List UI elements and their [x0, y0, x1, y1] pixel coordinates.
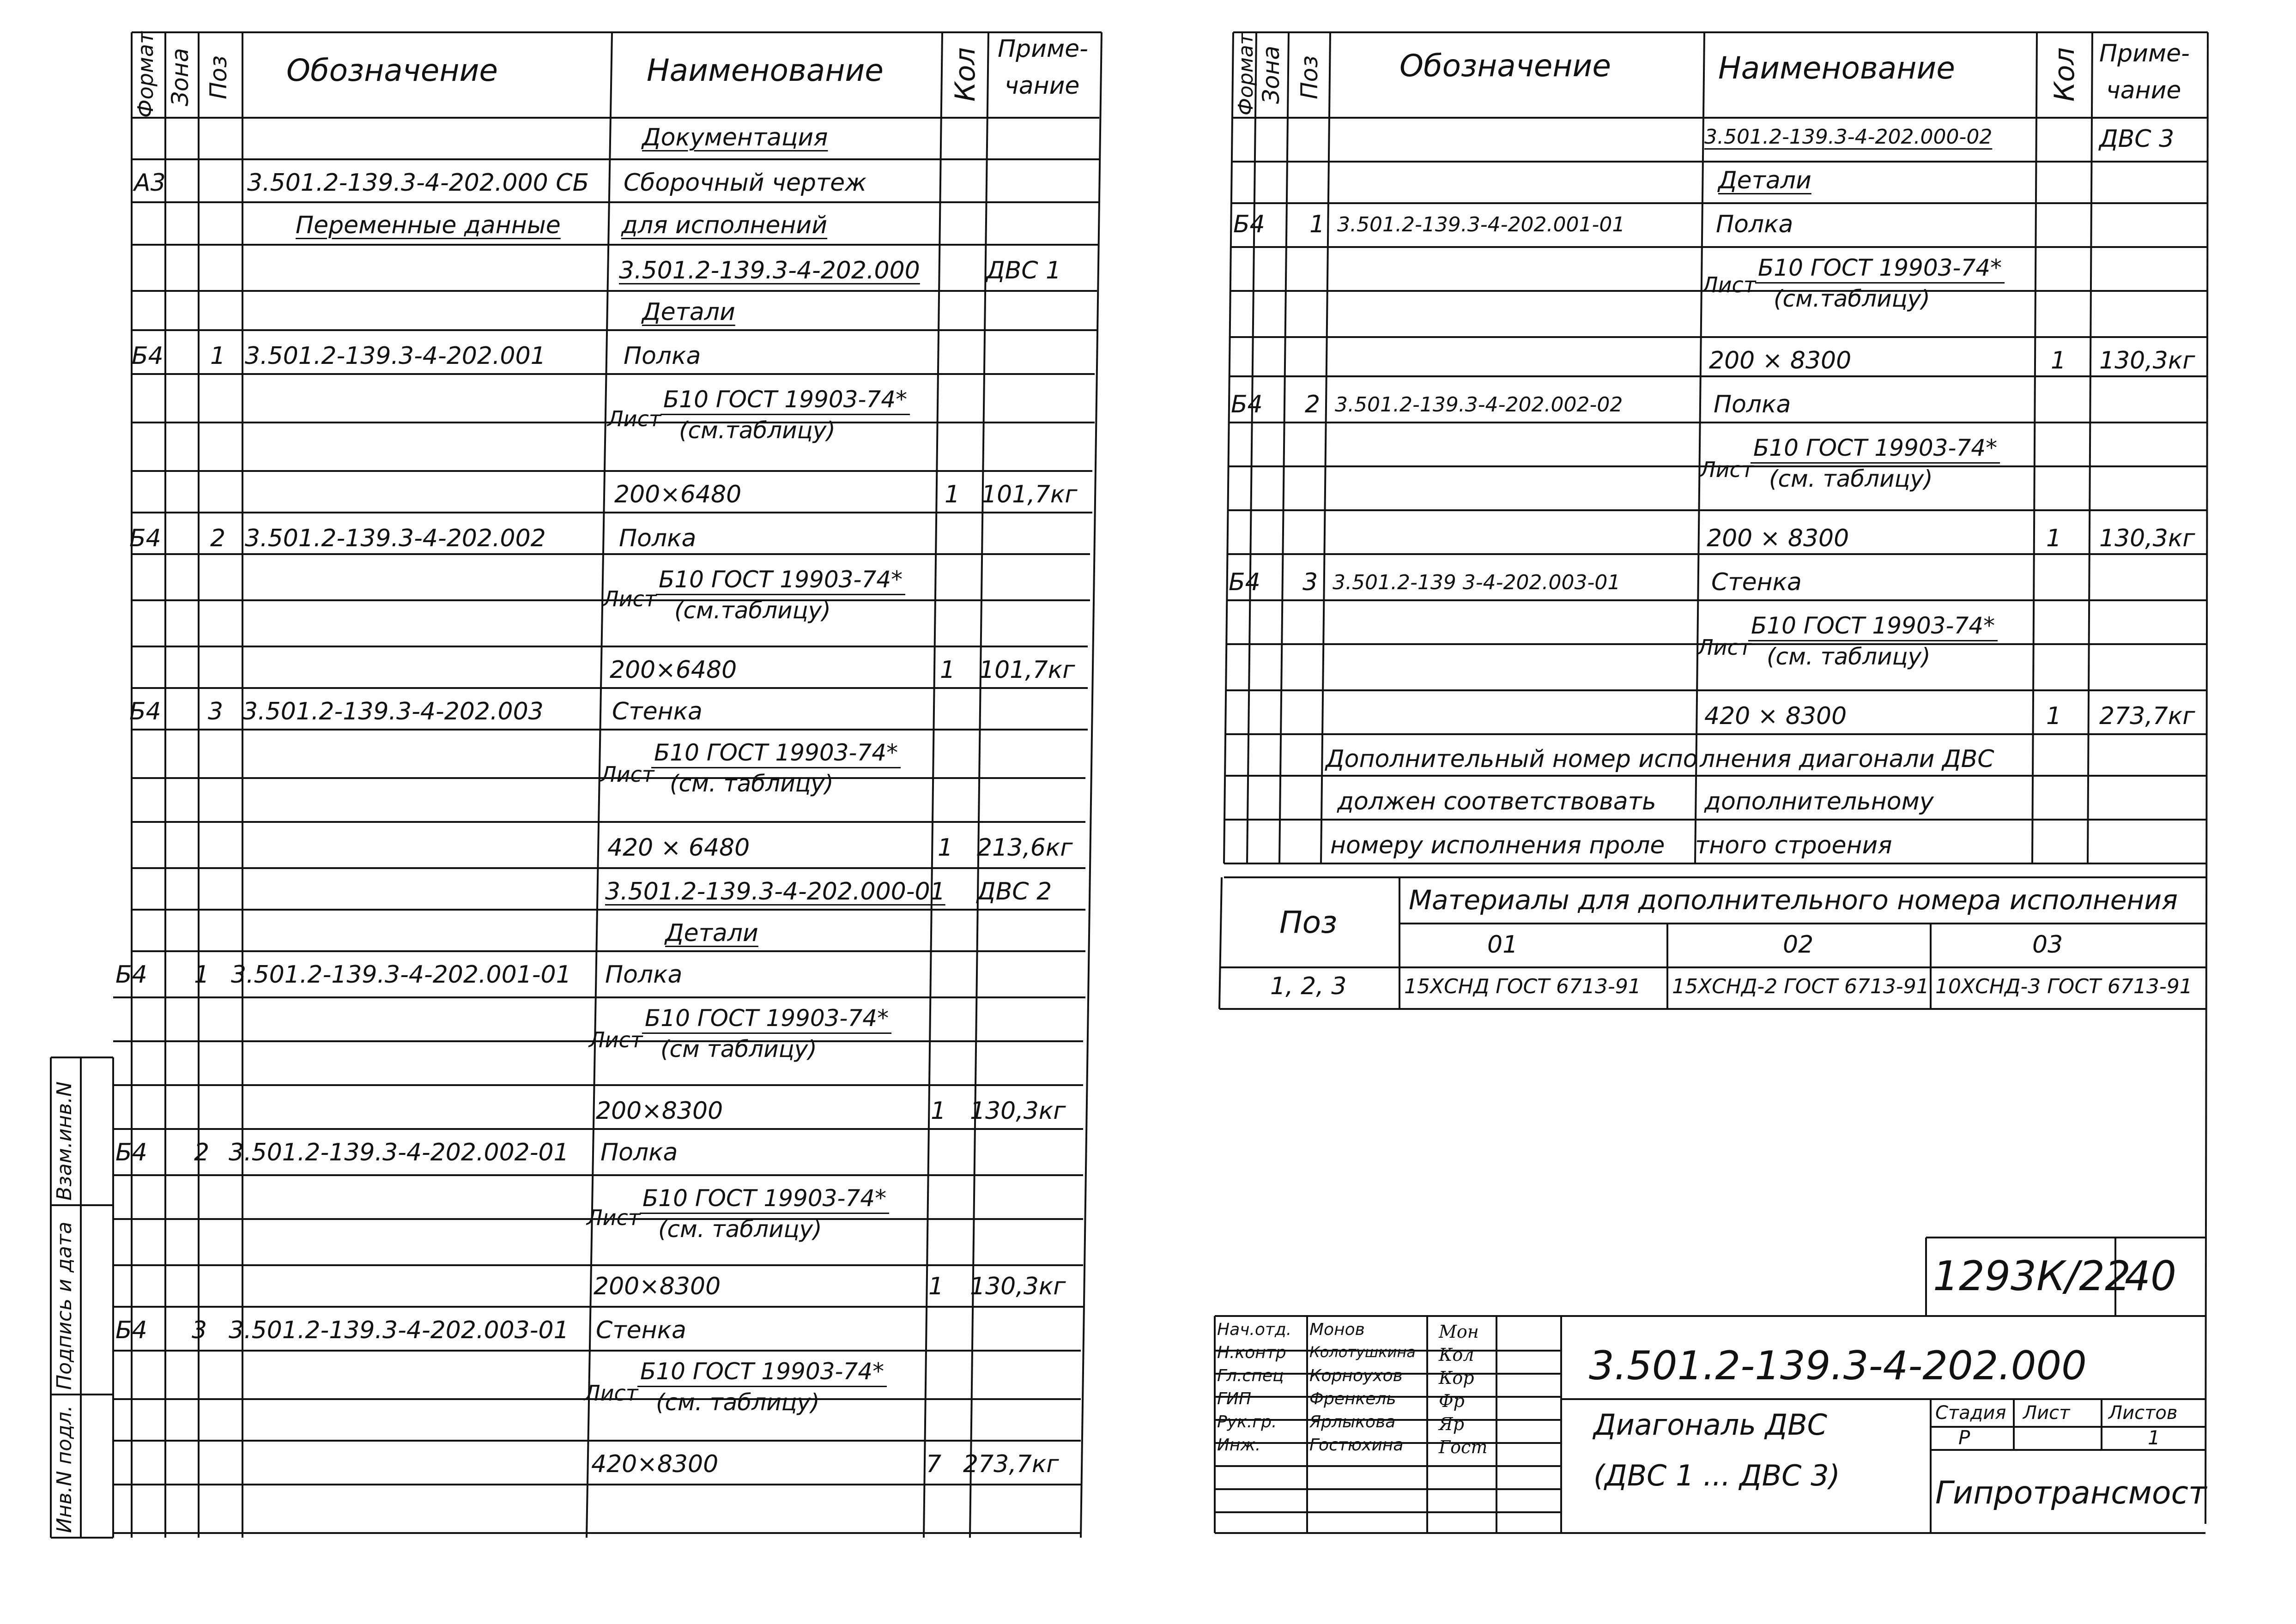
materials-col-01: 01 [1487, 931, 1518, 959]
row-format: Б4 [115, 1316, 147, 1344]
header-note-1: Приме- [998, 35, 1088, 63]
header-designation: Обозначение [286, 53, 498, 88]
row-size: 200×6480 [614, 481, 742, 508]
row-qty: 1 [945, 481, 960, 508]
person-name: Корноухов [1309, 1366, 1403, 1385]
header-pos: Поз [205, 55, 232, 99]
row-qty: 1 [2046, 702, 2062, 730]
header-format: Формат [133, 31, 158, 118]
row-qty: 1 [2051, 347, 2066, 374]
material-note: (см. таблицу) [670, 770, 834, 797]
signature: Фр [1439, 1391, 1465, 1411]
drawing-title-1: Диагональ ДВС [1593, 1408, 1827, 1442]
row-pos: 2 [1305, 391, 1321, 418]
row-mass: 273,7кг [2099, 702, 2195, 730]
drawing-title-2: (ДВС 1 ... ДВС 3) [1593, 1459, 1840, 1492]
row-qty: 7 [926, 1450, 942, 1478]
variant-designation: 3.501.2-139.3-4-202.000-02 [1704, 125, 1993, 149]
row-mass: 101,7кг [979, 656, 1075, 684]
header-note-1: Приме- [2099, 40, 2190, 67]
row-pos: 3 [208, 698, 224, 725]
header-note-2: чание [1005, 72, 1080, 100]
sheet-header: Лист [2023, 1402, 2070, 1424]
note-line-2a: должен соответствовать [1337, 788, 1656, 815]
row-format: Б4 [129, 525, 161, 552]
role-label: Н.контр [1217, 1343, 1286, 1362]
row-material [660, 388, 910, 442]
materials-col-02: 02 [1783, 931, 1814, 959]
row-designation: 3.501.2-139.3-4-202.002-02 [1335, 393, 1623, 417]
sheets-value: 1 [2148, 1426, 2160, 1449]
row-list-label: Лист [584, 1381, 638, 1406]
row-name: Стенка [612, 698, 703, 725]
row-format: Б4 [132, 342, 164, 370]
role-label: Гл.спец [1217, 1366, 1284, 1385]
row-name: Стенка [596, 1316, 686, 1344]
material-note: (см.таблицу) [674, 597, 831, 624]
header-qty: Кол [2048, 47, 2081, 102]
person-name: Колотушкина [1309, 1343, 1416, 1361]
row-mass: 273,7кг [963, 1450, 1059, 1478]
person-name: Френкель [1309, 1389, 1396, 1408]
role-label: Рук.гр. [1217, 1413, 1277, 1431]
row-designation: 3.501.2-139.3-4-202.003 [242, 698, 544, 725]
side-inv-no: Инв.N подл. [53, 1405, 76, 1533]
row-list-label: Лист [1702, 272, 1756, 297]
document-code: 3.501.2-139.3-4-202.000 [1589, 1343, 2087, 1389]
variant-designation: 3.501.2-139.3-4-202.000-01 [605, 878, 945, 906]
section-details: Детали [642, 298, 735, 326]
section-documentation: Документация [642, 124, 828, 151]
sheet-number: 40 [2125, 1252, 2176, 1300]
header-zone: Зона [167, 48, 194, 106]
materials-pos: 1, 2, 3 [1270, 972, 1347, 1000]
materials-steel-01: 15ХСНД ГОСТ 6713-91 [1404, 975, 1641, 998]
row-list-label: Лист [603, 586, 657, 611]
row-name: Сборочный чертеж [624, 169, 866, 197]
header-format: Формат [1234, 33, 1258, 115]
row-pos: 3 [1302, 568, 1318, 596]
row-list-label: Лист [1700, 457, 1754, 482]
row-format: Б4 [1229, 568, 1260, 596]
row-list-label: Лист [607, 406, 661, 431]
row-format: Б4 [1233, 211, 1265, 238]
row-qty: 1 [938, 834, 953, 862]
row-designation: 3.501.2-139.3-4-202.000 СБ [247, 169, 589, 197]
row-format: Б4 [129, 698, 161, 725]
row-designation: 3.501.2-139.3-4-202.001-01 [1337, 213, 1625, 236]
row-size: 200×8300 [594, 1273, 721, 1300]
row-material [640, 1187, 889, 1241]
row-pos: 2 [194, 1139, 210, 1166]
row-material [651, 741, 901, 795]
row-list-label: Лист [600, 762, 654, 787]
row-designation: 3.501.2-139.3-4-202.002 [245, 525, 546, 552]
material-note: (см.таблицу) [679, 417, 836, 444]
material-note: (см таблицу) [660, 1036, 817, 1063]
row-material [1751, 436, 2000, 490]
row-name: Полка [605, 961, 683, 989]
row-qty: 1 [2046, 525, 2062, 552]
row-name: Полка [1714, 391, 1791, 418]
material-spec: Б10 ГОСТ 19903-74* [640, 1187, 889, 1214]
row-pos: 1 [194, 961, 210, 989]
row-name: Полка [600, 1139, 678, 1166]
row-material [1755, 256, 2005, 310]
row-qty: 1 [931, 1097, 946, 1125]
row-designation: 3.501.2-139 3-4-202.003-01 [1333, 571, 1621, 594]
role-label: ГИП [1217, 1389, 1252, 1408]
row-material [656, 568, 905, 622]
row-material [637, 1360, 887, 1414]
section-for-execution: для исполнений [621, 211, 828, 239]
row-size: 420 × 6480 [607, 834, 750, 862]
stage-header: Стадия [1935, 1402, 2006, 1424]
row-mass: 213,6кг [977, 834, 1073, 862]
organization-name: Гипротрансмост [1935, 1475, 2207, 1511]
materials-title: Материалы для дополнительного номера исполнения [1409, 884, 2178, 916]
note-line-3a: номеру исполнения проле [1330, 832, 1665, 859]
row-mass: 101,7кг [981, 481, 1078, 508]
row-mass: 130,3кг [2099, 525, 2195, 552]
row-name: Полка [624, 342, 701, 370]
person-name: Гостюхина [1309, 1436, 1404, 1455]
variant-designation: 3.501.2-139.3-4-202.000 [619, 257, 920, 284]
row-mass: 130,3кг [970, 1097, 1066, 1125]
row-mass: 130,3кг [970, 1273, 1066, 1300]
side-signature-date: Подпись и дата [53, 1221, 76, 1390]
signature: Кор [1439, 1368, 1474, 1388]
materials-pos-header: Поз [1279, 905, 1338, 940]
row-list-label: Лист [587, 1205, 641, 1230]
material-spec: Б10 ГОСТ 19903-74* [660, 388, 910, 415]
material-spec: Б10 ГОСТ 19903-74* [1751, 436, 2000, 464]
side-replaced-inv: Взам.инв.N [53, 1081, 76, 1201]
material-note: (см. таблицу) [1767, 643, 1931, 670]
material-spec: Б10 ГОСТ 19903-74* [642, 1007, 891, 1034]
materials-steel-02: 15ХСНД-2 ГОСТ 6713-91 [1672, 975, 1929, 998]
header-designation: Обозначение [1399, 48, 1611, 84]
material-spec: Б10 ГОСТ 19903-74* [1748, 614, 1998, 641]
person-name: Монов [1309, 1320, 1365, 1339]
note-line-1a: Дополнительный номер испо [1326, 745, 1698, 773]
row-designation: 3.501.2-139.3-4-202.001 [245, 342, 546, 370]
header-name: Наименование [647, 53, 884, 88]
header-note-2: чание [2106, 77, 2181, 104]
signature: Гост [1439, 1437, 1488, 1457]
material-spec: Б10 ГОСТ 19903-74* [637, 1360, 887, 1387]
material-note: (см. таблицу) [1769, 465, 1933, 492]
row-qty: 1 [928, 1273, 944, 1300]
material-spec: Б10 ГОСТ 19903-74* [1755, 256, 2005, 284]
row-format: Б4 [1231, 391, 1263, 418]
person-name: Ярлыкова [1309, 1413, 1396, 1431]
signature: Кол [1439, 1345, 1474, 1365]
album-number: 1293К/22 [1933, 1252, 2131, 1300]
section-details: Детали [665, 919, 758, 947]
sheets-header: Листов [2108, 1402, 2178, 1424]
row-designation: 3.501.2-139.3-4-202.002-01 [229, 1139, 569, 1166]
header-pos: Поз [1296, 55, 1323, 99]
signature: Мон [1439, 1322, 1479, 1342]
row-designation: 3.501.2-139.3-4-202.003-01 [229, 1316, 569, 1344]
row-format: А3 [134, 169, 166, 197]
row-name: Полка [1716, 211, 1793, 238]
row-size: 200 × 8300 [1707, 525, 1849, 552]
row-material [642, 1007, 891, 1061]
row-pos: 3 [192, 1316, 207, 1344]
stage-value: Р [1958, 1426, 1970, 1449]
note-line-1b: лнения диагонали ДВС [1700, 745, 1994, 773]
section-details: Детали [1718, 167, 1811, 194]
row-size: 200×6480 [610, 656, 737, 684]
row-pos: 2 [210, 525, 226, 552]
row-pos: 1 [210, 342, 226, 370]
header-qty: Кол [949, 47, 981, 102]
row-format: Б4 [115, 1139, 147, 1166]
row-list-label: Лист [1697, 635, 1751, 660]
material-note: (см. таблицу) [658, 1216, 822, 1243]
header-name: Наименование [1718, 50, 1955, 86]
role-label: Нач.отд. [1217, 1320, 1292, 1339]
variant-label: ДВС 3 [2099, 125, 2175, 153]
materials-col-03: 03 [2032, 931, 2063, 959]
material-spec: Б10 ГОСТ 19903-74* [656, 568, 905, 595]
note-line-3b: тного строения [1695, 832, 1892, 859]
role-label: Инж. [1217, 1436, 1261, 1455]
material-note: (см.таблицу) [1774, 285, 1930, 312]
row-qty: 1 [940, 656, 956, 684]
row-size: 420×8300 [591, 1450, 719, 1478]
row-designation: 3.501.2-139.3-4-202.001-01 [231, 961, 571, 989]
row-size: 420 × 8300 [1704, 702, 1847, 730]
row-material [1748, 614, 1998, 668]
variant-label: ДВС 2 [977, 878, 1052, 906]
section-variable-data: Переменные данные [296, 211, 561, 239]
material-spec: Б10 ГОСТ 19903-74* [651, 741, 901, 768]
variant-label: ДВС 1 [986, 257, 1061, 284]
row-name: Полка [619, 525, 697, 552]
material-note: (см. таблицу) [656, 1389, 820, 1416]
row-size: 200 × 8300 [1709, 347, 1852, 374]
row-format: Б4 [115, 961, 147, 989]
row-mass: 130,3кг [2099, 347, 2195, 374]
row-list-label: Лист [589, 1027, 643, 1052]
row-size: 200×8300 [596, 1097, 723, 1125]
signature: Яр [1439, 1414, 1465, 1434]
note-line-2b: дополнительному [1704, 788, 1934, 815]
materials-steel-03: 10ХСНД-3 ГОСТ 6713-91 [1935, 975, 2193, 998]
row-pos: 1 [1309, 211, 1325, 238]
row-name: Стенка [1711, 568, 1802, 596]
header-zone: Зона [1258, 46, 1284, 104]
